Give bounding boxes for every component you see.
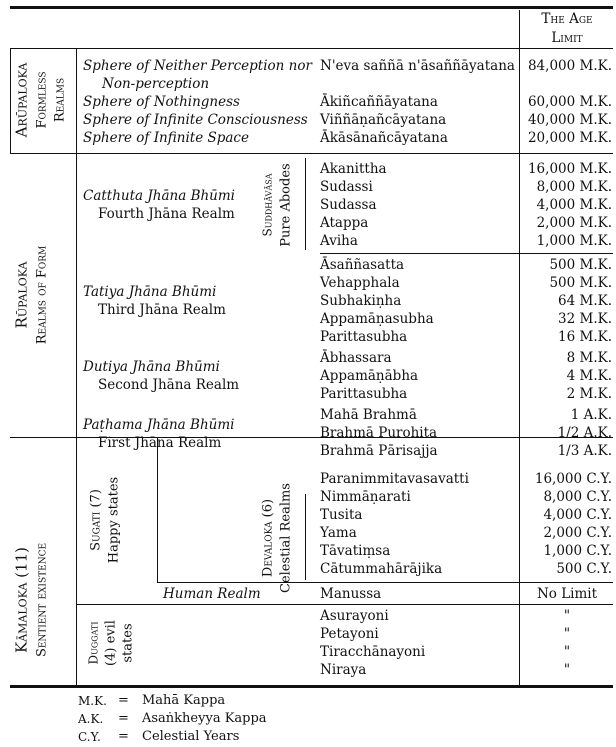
rupa-realm-15-age: 1/3 A.K. (557, 443, 612, 459)
rupa-realm-8: Appamāṇasubha (320, 311, 434, 327)
deva-realm-3: Yama (320, 525, 357, 541)
arupa-row-0-english2: Non-perception (102, 76, 210, 92)
rupa-realm-8-age: 32 M.K. (558, 311, 612, 327)
arupa-row-2-age: 40,000 M.K. (527, 112, 612, 128)
rupa-realm-11: Appamāṇābha (320, 368, 419, 384)
legend-eq-2: = (118, 729, 129, 744)
jhana-2-pali: Dutiya Jhāna Bhūmi (83, 359, 220, 375)
sugati-divider (157, 437, 158, 582)
rupa-realm-5: Āsaññasatta (320, 257, 405, 273)
rupa-realm-1: Sudassi (320, 179, 373, 195)
kama-vertical-name: Kāmaloka (11) (12, 547, 31, 653)
deva-realm-4: Tāvatiṃsa (320, 543, 391, 559)
legend-key-1: A.K. (78, 712, 104, 726)
rupa-realm-4-age: 1,000 M.K. (536, 233, 612, 249)
rupa-realm-12-age: 2 M.K. (566, 386, 612, 402)
rupa-realm-0: Akanittha (320, 161, 387, 177)
rupa-realm-13-age: 1 A.K. (570, 407, 612, 423)
left-edge-arupa (10, 48, 11, 153)
duggati-label-3: states (120, 623, 136, 663)
rupa-realm-7-age: 64 M.K. (558, 293, 612, 309)
rupa-vertical-name: Rūpaloka (12, 261, 31, 329)
human-realm-english: Human Realm (163, 586, 261, 602)
arupa-row-1-pali: Ākiñcaññāyatana (320, 94, 438, 110)
legend-key-0: M.K. (78, 694, 107, 708)
deva-realm-0-age: 16,000 C.Y. (534, 471, 612, 487)
arupa-rupa-rule (10, 153, 613, 154)
rupa-realm-9-age: 16 M.K. (558, 329, 612, 345)
arupa-vertical-sub2: Realms (52, 77, 68, 123)
rupa-realm-12: Parittasubha (320, 386, 408, 402)
rupa-realm-5-age: 500 M.K. (549, 257, 612, 273)
jhana-1-english: Third Jhāna Realm (98, 302, 226, 318)
rupa-realm-14-age: 1/2 A.K. (557, 425, 612, 441)
rupa-realm-4: Aviha (320, 233, 358, 249)
arupa-vertical-name: Arūpaloka (12, 62, 31, 138)
legend-key-2: C.Y. (78, 730, 101, 744)
jhana-0-english: Fourth Jhāna Realm (98, 206, 235, 222)
arupa-row-1-age: 60,000 M.K. (527, 94, 612, 110)
arupa-row-2-english: Sphere of Infinite Consciousness (83, 112, 308, 128)
legend-val-0: Mahā Kappa (142, 693, 226, 708)
bottom-rule (10, 685, 613, 688)
suddhavasa-label-1: Suddhāvāsa (260, 173, 275, 237)
duggati-label-2: (4) evil (103, 620, 119, 666)
rupa-realm-3-age: 2,000 M.K. (536, 215, 612, 231)
deva-realm-0: Paranimmitavasavatti (320, 471, 469, 487)
human-bottom-rule (76, 604, 613, 605)
arupa-row-0-english: Sphere of Neither Perception nor (83, 58, 312, 74)
duggati-realm-3: Niraya (320, 662, 367, 678)
arupa-row-2-pali: Viññāṇañcāyatana (320, 112, 447, 128)
deva-realm-2-age: 4,000 C.Y. (543, 507, 612, 523)
duggati-realm-2-age: " (563, 644, 571, 660)
jhana-2-english: Second Jhāna Realm (98, 377, 240, 393)
deva-realm-4-age: 1,000 C.Y. (543, 543, 612, 559)
deva-realm-1-age: 8,000 C.Y. (543, 489, 612, 505)
rupa-realm-14: Brahmā Purohita (320, 425, 438, 441)
duggati-realm-1-age: " (563, 626, 571, 642)
arupa-row-3-pali: Ākāsānañcāyatana (320, 130, 448, 146)
rupa-realm-9: Parittasubha (320, 329, 408, 345)
devaloka-label-1: Devaloka (6) (260, 498, 276, 578)
rupa-realm-6-age: 500 M.K. (549, 275, 612, 291)
rupa-realm-13: Mahā Brahmā (320, 407, 417, 423)
deva-realm-5-age: 500 C.Y. (556, 561, 612, 577)
rupa-realm-2-age: 4,000 M.K. (536, 197, 612, 213)
deva-realm-2: Tusita (320, 507, 363, 523)
age-header-line1: The Age (541, 11, 593, 27)
legend-eq-1: = (118, 711, 129, 726)
legend-val-1: Asaṅkheyya Kappa (142, 711, 267, 726)
suddhavasa-end-rule (320, 253, 613, 254)
rupa-realm-10: Ābhassara (320, 350, 392, 366)
age-header-line2: Limit (551, 30, 583, 46)
legend-val-2: Celestial Years (142, 729, 240, 744)
rupa-realm-0-age: 16,000 M.K. (527, 161, 612, 177)
deva-realm-3-age: 2,000 C.Y. (543, 525, 612, 541)
rupa-realm-1-age: 8,000 M.K. (536, 179, 612, 195)
top-rule (10, 6, 613, 9)
human-realm-age: No Limit (536, 586, 598, 602)
rupa-realm-3: Atappa (320, 215, 369, 231)
legend-eq-0: = (118, 693, 129, 708)
duggati-realm-1: Petayoni (320, 626, 379, 642)
arupa-row-1-english: Sphere of Nothingness (83, 94, 240, 110)
jhana-0-pali: Catthuta Jhāna Bhūmi (83, 188, 236, 204)
suddhavasa-label-2: Pure Abodes (278, 163, 294, 247)
duggati-realm-3-age: " (563, 662, 571, 678)
arupa-row-0-age: 84,000 M.K. (527, 58, 612, 74)
rupa-realm-15: Brahmā Pārisajja (320, 443, 438, 459)
rupa-realm-10-age: 8 M.K. (566, 350, 612, 366)
rupa-realm-2: Sudassa (320, 197, 377, 213)
jhana-3-pali: Paṭhama Jhāna Bhūmi (83, 417, 235, 433)
arupa-row-3-english: Sphere of Infinite Space (83, 130, 249, 146)
arupa-vertical-sub1: Formless (34, 71, 50, 129)
devaloka-label-2: Celestial Realms (278, 483, 294, 593)
jhana-3-english: First Jhāna Realm (98, 435, 222, 451)
col-divider-left (76, 48, 77, 685)
rupa-realm-7: Subhakiṇha (320, 293, 402, 309)
suddhavasa-bar (305, 158, 306, 250)
arupa-row-3-age: 20,000 M.K. (527, 130, 612, 146)
kama-vertical-sub: Sentient existence (34, 542, 50, 658)
duggati-realm-0: Asurayoni (320, 608, 389, 624)
human-realm-pali: Manussa (320, 586, 382, 602)
jhana-1-pali: Tatiya Jhāna Bhūmi (83, 284, 217, 300)
deva-realm-1: Nimmāṇarati (320, 489, 411, 505)
arupa-row-0-pali: N'eva saññā n'āsaññāyatana (320, 58, 515, 74)
duggati-realm-2: Tiracchānayoni (320, 644, 426, 660)
deva-realm-5: Cātummahārājika (320, 561, 443, 577)
rupa-realm-11-age: 4 M.K. (566, 368, 612, 384)
header-rule (10, 48, 613, 49)
sugati-label-1: Sugati (7) (88, 489, 104, 551)
duggati-realm-0-age: " (563, 608, 571, 624)
duggati-label-1: Duggati (86, 621, 101, 665)
devaloka-bar (305, 494, 306, 580)
human-top-rule (157, 582, 613, 583)
rupa-realm-6: Vehapphala (320, 275, 400, 291)
rupa-vertical-sub: Realms of Form (34, 245, 50, 345)
sugati-label-2: Happy states (106, 476, 122, 564)
